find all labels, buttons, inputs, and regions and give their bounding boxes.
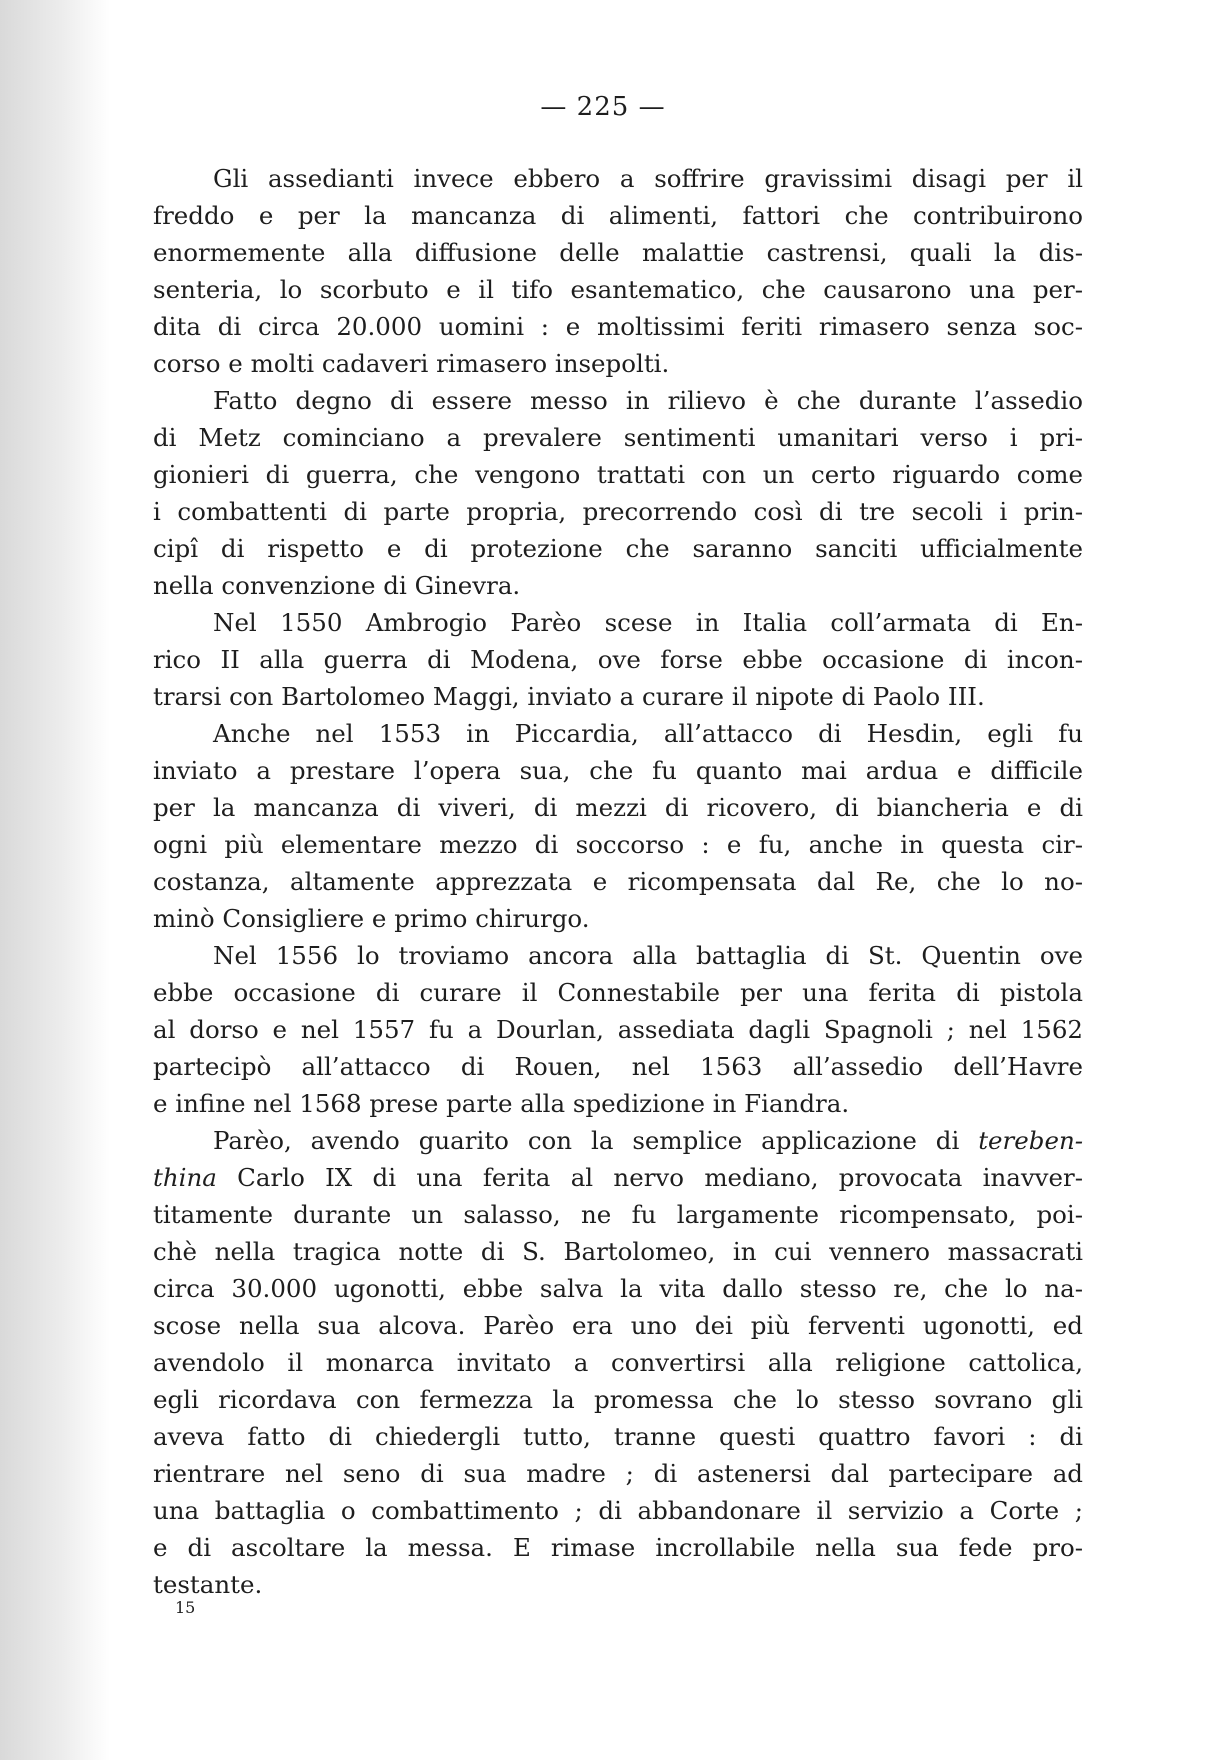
text-line: freddo e per la mancanza di alimenti, fattori che contribuirono	[153, 201, 1083, 230]
text-line: gionieri di guerra, che vengono trattati con un certo riguardo come	[153, 460, 1083, 489]
text-line: scose nella sua alcova. Parèo era uno dei più ferventi ugonotti, ed	[153, 1311, 1083, 1340]
italic-term: thina	[153, 1163, 217, 1192]
text-line: rico II alla guerra di Modena, ove forse ebbe occasione di incon-	[153, 645, 1083, 674]
text-line: rientrare nel seno di sua madre ; di astenersi dal partecipare ad	[153, 1459, 1083, 1488]
text-line: Anche nel 1553 in Piccardia, all’attacco di Hesdin, egli fu	[213, 719, 1083, 748]
text-line: Gli assedianti invece ebbero a soffrire gravissimi disagi per il	[213, 164, 1083, 193]
text-line: e di ascoltare la messa. E rimase incrollabile nella sua fede pro-	[153, 1533, 1083, 1562]
text-line: inviato a prestare l’opera sua, che fu quanto mai ardua e difficile	[153, 756, 1083, 785]
text-line: egli ricordava con fermezza la promessa che lo stesso sovrano gli	[153, 1385, 1083, 1414]
text-line: Fatto degno di essere messo in rilievo è che durante l’assedio	[213, 386, 1083, 415]
signature-mark: 15	[175, 1598, 196, 1617]
text-line: e infine nel 1568 prese parte alla spedizione in Fiandra.	[153, 1089, 850, 1118]
text-segment: Parèo, avendo guarito con la semplice applicazione di	[213, 1126, 960, 1155]
text-segment: Carlo IX di una ferita al nervo mediano, provocata inavver-	[237, 1163, 1084, 1192]
text-line: partecipò all’attacco di Rouen, nel 1563 all’assedio dell’Havre	[153, 1052, 1083, 1081]
body-text	[153, 160, 1083, 1603]
text-line: trarsi con Bartolomeo Maggi, inviato a curare il nipote di Paolo III.	[153, 682, 985, 711]
text-line: senteria, lo scorbuto e il tifo esantematico, che causarono una per-	[153, 275, 1083, 304]
text-line	[153, 1159, 1083, 1196]
text-line: al dorso e nel 1557 fu a Dourlan, assediata dagli Spagnoli ; nel 1562	[153, 1015, 1083, 1044]
text-line: costanza, altamente apprezzata e ricompensata dal Re, che lo no-	[153, 867, 1083, 896]
text-line: ogni più elementare mezzo di soccorso : e fu, anche in questa cir-	[153, 830, 1083, 859]
text-line: nella convenzione di Ginevra.	[153, 571, 521, 600]
text-line: Nel 1550 Ambrogio Parèo scese in Italia coll’armata di En-	[213, 608, 1083, 637]
text-line: ebbe occasione di curare il Connestabile per una ferita di pistola	[153, 978, 1083, 1007]
italic-term: tereben-	[978, 1126, 1083, 1155]
text-line	[153, 1122, 1083, 1159]
text-line: enormemente alla diffusione delle malattie castrensi, quali la dis-	[153, 238, 1083, 267]
text-line: cipî di rispetto e di protezione che saranno sanciti ufficialmente	[153, 534, 1083, 563]
text-line: aveva fatto di chiedergli tutto, tranne questi quattro favori : di	[153, 1422, 1083, 1451]
text-line: per la mancanza di viveri, di mezzi di ricovero, di biancheria e di	[153, 793, 1083, 822]
text-line: titamente durante un salasso, ne fu largamente ricompensato, poi-	[153, 1200, 1083, 1229]
text-line: di Metz cominciano a prevalere sentimenti umanitari verso i pri-	[153, 423, 1083, 452]
text-line: una battaglia o combattimento ; di abbandonare il servizio a Corte ;	[153, 1496, 1083, 1525]
text-line: testante.	[153, 1570, 263, 1599]
page-number: — 225 —	[540, 92, 666, 122]
text-line: avendolo il monarca invitato a convertirsi alla religione cattolica,	[153, 1348, 1083, 1377]
text-line: dita di circa 20.000 uomini : e moltissimi feriti rimasero senza soc-	[153, 312, 1083, 341]
text-line: corso e molti cadaveri rimasero insepolti.	[153, 349, 670, 378]
text-line: Nel 1556 lo troviamo ancora alla battaglia di St. Quentin ove	[213, 941, 1083, 970]
text-line: chè nella tragica notte di S. Bartolomeo, in cui vennero massacrati	[153, 1237, 1083, 1266]
text-line: minò Consigliere e primo chirurgo.	[153, 904, 590, 933]
text-line: circa 30.000 ugonotti, ebbe salva la vita dallo stesso re, che lo na-	[153, 1274, 1083, 1303]
text-line: i combattenti di parte propria, precorrendo così di tre secoli i prin-	[153, 497, 1083, 526]
